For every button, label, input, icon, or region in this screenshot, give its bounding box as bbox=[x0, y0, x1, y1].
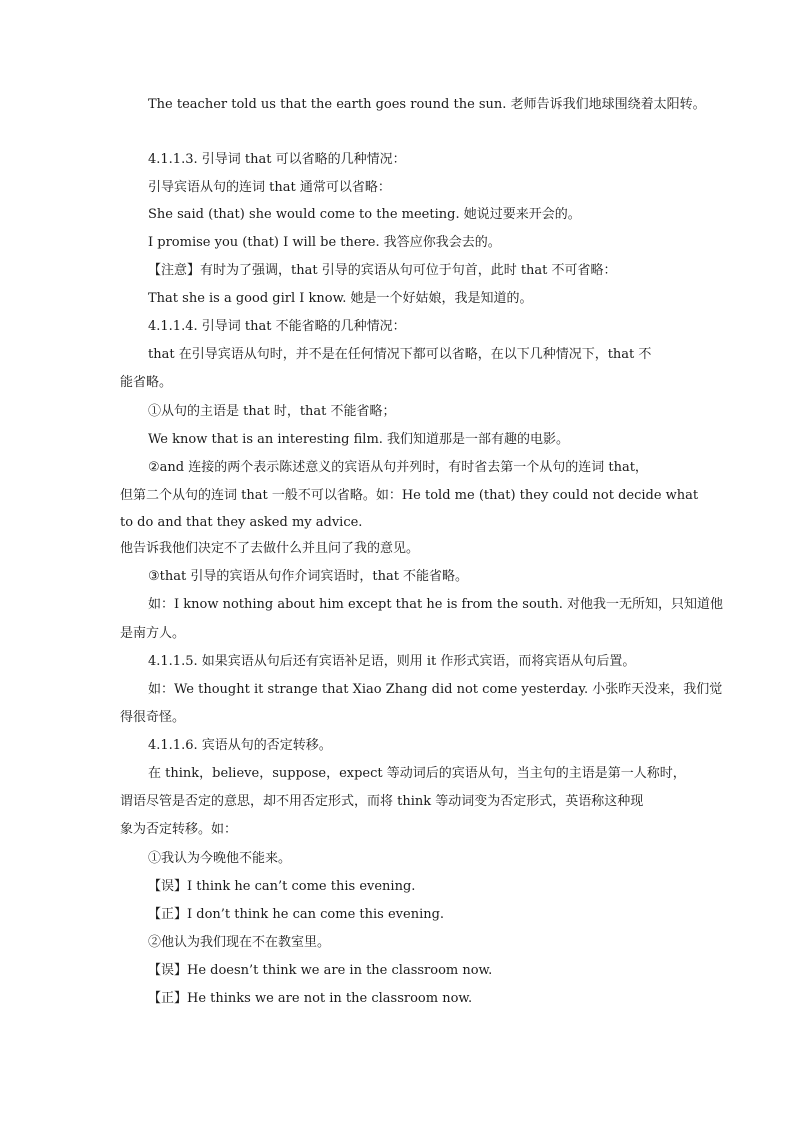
list-item-1: ①从句的主语是 that 时，that 不能省略； bbox=[148, 404, 396, 419]
text-line: that 在引导宾语从句时，并不是在任何情况下都可以省略，在以下几种情况下，that 不 bbox=[148, 347, 652, 362]
text-line: to do and that they asked my advice. bbox=[120, 515, 363, 530]
note-line: 【注意】有时为了强调，that 引导的宾语从句可位于句首，此时 that 不可省略： bbox=[148, 263, 617, 278]
list-item-1: ①我认为今晚他不能来。 bbox=[148, 851, 292, 866]
text-line: 在 think，believe，suppose，expect 等动词后的宾语从句，当主句的主语是第一人称时， bbox=[148, 766, 686, 781]
correct-example: 【正】He thinks we are not in the classroom now. bbox=[148, 991, 473, 1006]
wrong-example: 【误】He doesn’t think we are in the classroom now. bbox=[148, 963, 493, 978]
section-heading-4-1-1-3: 4.1.1.3. 引导词 that 可以省略的几种情况： bbox=[148, 152, 406, 167]
section-heading-4-1-1-6: 4.1.1.6. 宾语从句的否定转移。 bbox=[148, 738, 332, 753]
list-item-3: ③that 引导的宾语从句作介词宾语时，that 不能省略。 bbox=[148, 569, 469, 584]
text-line-example: We know that is an interesting film. 我们知道那是一部有趣的电影。 bbox=[148, 432, 570, 447]
text-line-example: She said (that) she would come to the meeting. 她说过要来开会的。 bbox=[148, 207, 581, 222]
text-line-example: 如：I know nothing about him except that he is from the south. 对他我一无所知，只知道他 bbox=[148, 597, 724, 612]
list-item-2: ②他认为我们现在不在教室里。 bbox=[148, 935, 331, 950]
list-item-2: ②and 连接的两个表示陈述意义的宾语从句并列时，有时省去第一个从句的连词 that， bbox=[148, 460, 648, 475]
text-line: 象为否定转移。如： bbox=[120, 822, 238, 837]
text-line-example: That she is a good girl I know. 她是一个好姑娘，我是知道的。 bbox=[148, 291, 533, 306]
text-line: 得很奇怪。 bbox=[120, 710, 186, 725]
text-line: 能省略。 bbox=[120, 375, 173, 390]
section-heading-4-1-1-4: 4.1.1.4. 引导词 that 不能省略的几种情况： bbox=[148, 319, 406, 334]
text-line-example-earth: The teacher told us that the earth goes round the sun. 老师告诉我们地球围绕着太阳转。 bbox=[148, 97, 706, 112]
text-line-example: I promise you (that) I will be there. 我答应你我会去的。 bbox=[148, 235, 501, 250]
text-line: 谓语尽管是否定的意思，却不用否定形式，而将 think 等动词变为否定形式，英语称这种现 bbox=[120, 794, 644, 809]
text-line: 是南方人。 bbox=[120, 626, 186, 641]
text-line: 但第二个从句的连词 that 一般不可以省略。如：He told me (that) they could not decide what bbox=[120, 488, 699, 503]
section-heading-4-1-1-5: 4.1.1.5. 如果宾语从句后还有宾语补足语，则用 it 作形式宾语，而将宾语从句后置。 bbox=[148, 654, 636, 669]
wrong-example: 【误】I think he can’t come this evening. bbox=[148, 879, 416, 894]
text-line-example: 如：We thought it strange that Xiao Zhang did not come yesterday. 小张昨天没来，我们觉 bbox=[148, 682, 723, 697]
text-line: 他告诉我他们决定不了去做什么并且问了我的意见。 bbox=[120, 541, 420, 556]
correct-example: 【正】I don’t think he can come this evening. bbox=[148, 907, 445, 922]
text-line: 引导宾语从句的连词 that 通常可以省略： bbox=[148, 180, 391, 195]
